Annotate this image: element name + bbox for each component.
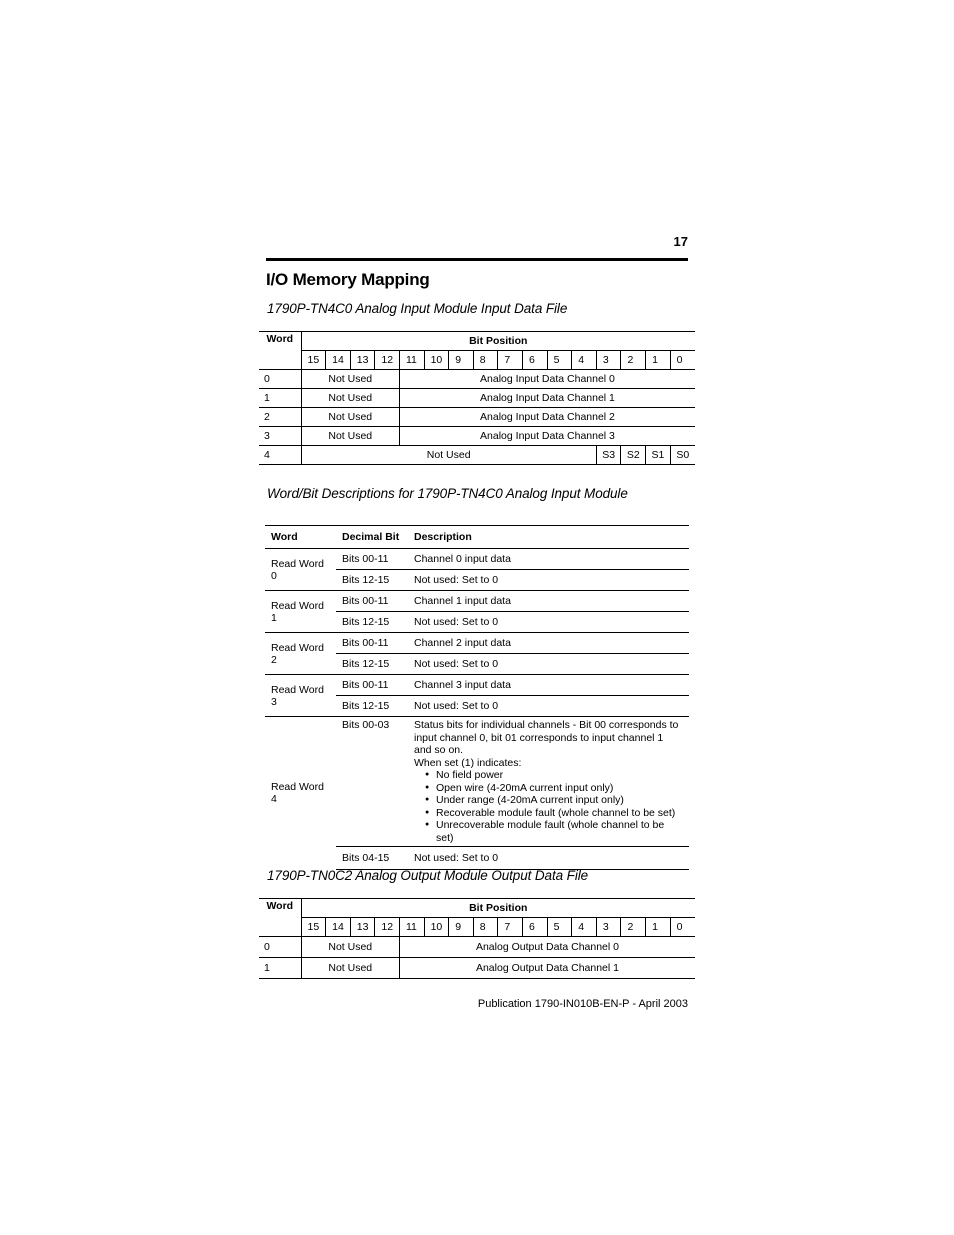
bit-description: Channel 0 input data: [414, 553, 511, 565]
bit-number: 0: [670, 351, 695, 370]
channel-data-cell: Analog Output Data Channel 0: [399, 937, 695, 958]
bit-range: Bits 00-11: [336, 591, 408, 612]
bit-description: Not used: Set to 0: [408, 570, 689, 591]
publication-footer: Publication 1790-IN010B-EN-P - April 2003: [477, 998, 688, 1010]
not-used-cell: Not Used: [301, 427, 399, 446]
word-number: 1: [259, 958, 301, 979]
read-word-label: Read Word 4: [265, 717, 336, 870]
header-rule: [266, 258, 688, 261]
bit-number: 1: [646, 918, 671, 937]
list-item: ● Open wire (4-20mA current input only): [436, 782, 683, 795]
status-condition-list: [414, 769, 683, 844]
description-column-header: Description: [408, 526, 689, 549]
word-bit-description-table: [265, 525, 689, 870]
bit-description: Not used: Set to 0: [408, 654, 689, 675]
input-data-table: [259, 331, 695, 465]
bit-description: Not used: Set to 0: [408, 696, 689, 717]
channel-data-cell: Analog Output Data Channel 1: [399, 958, 695, 979]
bit-range: Bits 00-11: [342, 553, 389, 565]
word-number: 3: [259, 427, 301, 446]
bit-number: 11: [399, 918, 424, 937]
bit-number: 3: [596, 918, 621, 937]
bit-range: Bits 12-15: [336, 570, 408, 591]
bit-description: Channel 1 input data: [408, 591, 689, 612]
channel-data-cell: Analog Input Data Channel 3: [399, 427, 695, 446]
bit-number: 14: [326, 351, 351, 370]
table-row: [259, 370, 695, 389]
status-bits-text: Status bits for individual channels - Bit 00 corresponds to input channel 0, bit 01 corresponds to input channel 1 and so on.: [414, 719, 679, 756]
page-number: 17: [673, 234, 688, 249]
table-row: [265, 549, 689, 570]
bit-number: 9: [449, 918, 474, 937]
bit-number: 14: [326, 918, 351, 937]
bit-range: Bits 00-03: [336, 717, 408, 847]
table-row: [259, 389, 695, 408]
table-row: [265, 675, 689, 696]
list-item: ● No field power: [436, 769, 683, 782]
word-column-header: Word: [265, 526, 336, 549]
read-word-label: Read Word 0: [271, 557, 324, 582]
word-number: 2: [259, 408, 301, 427]
bit-description: Not used: Set to 0: [408, 612, 689, 633]
bit-number: 9: [449, 351, 474, 370]
read-word-label: Read Word 3: [265, 675, 336, 717]
bit-number: 12: [375, 918, 400, 937]
bit-number: 7: [498, 918, 523, 937]
not-used-cell: Not Used: [301, 370, 399, 389]
table-row: [259, 937, 695, 958]
word-header: Word: [259, 899, 301, 937]
bit-number: 8: [473, 351, 498, 370]
not-used-cell: Not Used: [301, 937, 399, 958]
not-used-cell: Not Used: [301, 958, 399, 979]
bit-number: 11: [399, 351, 424, 370]
table-row: [265, 633, 689, 654]
word-header: Word: [259, 332, 301, 370]
table-row: [259, 446, 695, 465]
bit-number: 13: [350, 918, 375, 937]
word-number: 0: [259, 370, 301, 389]
word-number: 4: [259, 446, 301, 465]
bit-range: Bits 12-15: [336, 654, 408, 675]
bit-number: 10: [424, 918, 449, 937]
bit-number: 5: [547, 351, 572, 370]
bit-number: 8: [473, 918, 498, 937]
bit-number: 6: [523, 918, 548, 937]
not-used-cell: Not Used: [301, 408, 399, 427]
status-bit-description: [408, 717, 689, 847]
bit-number: 10: [424, 351, 449, 370]
bit-number: 3: [596, 351, 621, 370]
bit-range: Bits 00-11: [336, 633, 408, 654]
table-row: [259, 958, 695, 979]
list-item: ● Under range (4-20mA current input only): [436, 794, 683, 807]
decimal-bit-column-header: Decimal Bit: [336, 526, 408, 549]
channel-data-cell: Analog Input Data Channel 2: [399, 408, 695, 427]
output-table-caption: 1790P-TN0C2 Analog Output Module Output Data File: [267, 868, 589, 883]
bit-number: 1: [646, 351, 671, 370]
bit-description: Channel 3 input data: [408, 675, 689, 696]
bit-number: 4: [572, 918, 597, 937]
channel-data-cell: Analog Input Data Channel 0: [399, 370, 695, 389]
status-bit-s3: S3: [596, 446, 621, 465]
desc-table-caption: Word/Bit Descriptions for 1790P-TN4C0 Analog Input Module: [267, 486, 628, 501]
table-row: [265, 591, 689, 612]
bit-number: 15: [301, 351, 326, 370]
bit-range: Bits 04-15: [336, 847, 408, 870]
bit-number: 15: [301, 918, 326, 937]
not-used-cell: Not Used: [301, 446, 596, 465]
bit-number: 13: [350, 351, 375, 370]
read-word-label: Read Word 2: [265, 633, 336, 675]
channel-data-cell: Analog Input Data Channel 1: [399, 389, 695, 408]
not-used-cell: Not Used: [301, 389, 399, 408]
bit-number: 6: [523, 351, 548, 370]
bit-position-header: Bit Position: [301, 899, 695, 918]
status-bit-s1: S1: [646, 446, 671, 465]
table-row: [265, 717, 689, 847]
bit-description: Channel 2 input data: [408, 633, 689, 654]
bit-number: 7: [498, 351, 523, 370]
section-title: I/O Memory Mapping: [266, 270, 430, 289]
bit-number: 2: [621, 918, 646, 937]
bit-number: 5: [547, 918, 572, 937]
bit-number: 4: [572, 351, 597, 370]
bit-description: Not used: Set to 0: [408, 847, 689, 870]
table-row: [259, 427, 695, 446]
bit-number: 12: [375, 351, 400, 370]
word-number: 0: [259, 937, 301, 958]
list-item: ● Unrecoverable module fault (whole channel to be set): [436, 819, 683, 844]
read-word-label: Read Word 1: [265, 591, 336, 633]
bit-number: 0: [670, 918, 695, 937]
status-bit-s2: S2: [621, 446, 646, 465]
when-set-text: When set (1) indicates:: [414, 756, 522, 769]
bit-number: 2: [621, 351, 646, 370]
table-row: [259, 408, 695, 427]
output-data-table: [259, 898, 695, 979]
word-number: 1: [259, 389, 301, 408]
status-bit-s0: S0: [670, 446, 695, 465]
bit-range: Bits 12-15: [336, 696, 408, 717]
input-table-caption: 1790P-TN4C0 Analog Input Module Input Data File: [267, 301, 568, 316]
bit-position-header: Bit Position: [301, 332, 695, 351]
list-item: ● Recoverable module fault (whole channel to be set): [436, 807, 683, 820]
bit-range: Bits 12-15: [336, 612, 408, 633]
bit-range: Bits 00-11: [336, 675, 408, 696]
